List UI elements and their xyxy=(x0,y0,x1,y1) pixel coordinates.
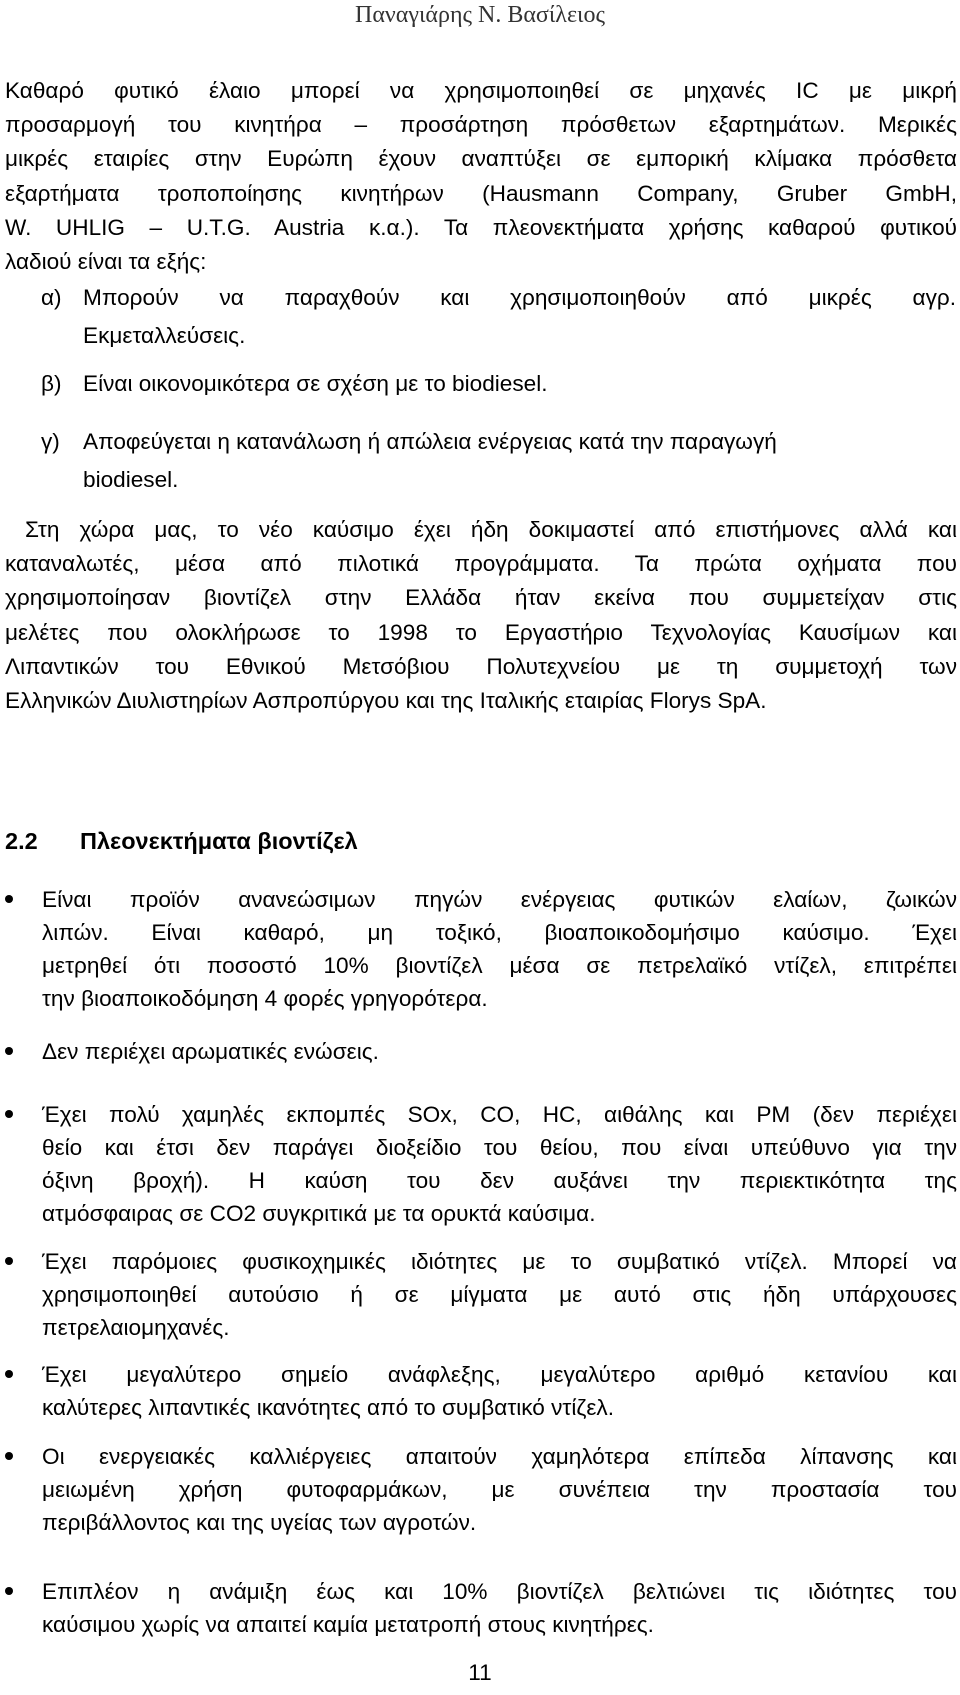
bullet-line: Έχει πολύ χαμηλές εκπομπές SOx, CO, HC, αιθάλης και PM (δεν περιέχει xyxy=(42,1102,957,1127)
list-line: Μπορούν να παραχθούν και χρησιμοποιηθούν από μικρές αγρ. xyxy=(83,285,956,310)
bullet-text xyxy=(42,1098,957,1230)
bullet-dot-icon xyxy=(5,1587,13,1595)
bullet-line: Οι ενεργειακές καλλιέργειες απαιτούν χαμηλότερα επίπεδα λίπανσης και xyxy=(42,1444,957,1469)
list-item-text xyxy=(83,423,777,499)
bullet-dot-icon xyxy=(5,895,13,903)
bullet-text xyxy=(42,1575,957,1641)
list-line: Αποφεύγεται η κατανάλωση ή απώλεια ενέργειας κατά την παραγωγή xyxy=(83,429,777,454)
bullet-line: ατμόσφαιρας σε CO2 συγκριτικά με τα ορυκτά καύσιμα. xyxy=(42,1201,596,1226)
bullet-line: την βιοαποικοδόμηση 4 φορές γρηγορότερα. xyxy=(42,986,488,1011)
list-marker: γ) xyxy=(41,429,60,454)
intro-paragraph xyxy=(5,74,957,279)
bullet-line: Δεν περιέχει αρωματικές ενώσεις. xyxy=(42,1039,379,1064)
bullet-line: πετρελαιομηχανές. xyxy=(42,1315,230,1340)
bullet-line: καλύτερες λιπαντικές ικανότητες από το συμβατικό ντίζελ. xyxy=(42,1395,614,1420)
paragraph-line: χρησιμοποίησαν βιοντίζελ στην Ελλάδα ήταν εκείνα που συμμετείχαν στις xyxy=(5,585,957,611)
bullet-line: λιπών. Είναι καθαρό, μη τοξικό, βιοαποικοδομήσιμο καύσιμο. Έχει xyxy=(42,920,957,945)
paragraph-2 xyxy=(5,513,957,718)
bullet-text xyxy=(42,1440,957,1539)
bullet-line: Είναι προϊόν ανανεώσιμων πηγών ενέργειας φυτικών ελαίων, ζωικών xyxy=(42,887,957,912)
paragraph-line: εξαρτήματα τροποποίησης κινητήρων (Hausmann Company, Gruber GmbH, xyxy=(5,180,957,206)
bullet-text xyxy=(42,883,957,1015)
bullet-line: θείο και έτσι δεν παράγει διοξείδιο του θείου, που είναι υπεύθυνο για την xyxy=(42,1135,957,1160)
paragraph-line: Λιπαντικών του Εθνικού Μετσόβιου Πολυτεχνείου με τη συμμετοχή των xyxy=(5,653,957,679)
section-title: Πλεονεκτήματα βιοντίζελ xyxy=(80,828,358,854)
list-marker: α) xyxy=(41,285,62,310)
list-line: biodiesel. xyxy=(83,467,179,492)
page-header: Παναγιάρης Ν. Βασίλειος xyxy=(355,2,605,28)
bullet-line: περιβάλλοντος και της υγείας των αγροτών. xyxy=(42,1510,477,1535)
paragraph-line: W. UHLIG – U.T.G. Austria κ.α.). Τα πλεονεκτήματα χρήσης καθαρού φυτικού xyxy=(5,214,957,240)
bullet-line: όξινη βροχή). Η καύση του δεν αυξάνει την περιεκτικότητα της xyxy=(42,1168,957,1193)
paragraph-line: προσαρμογή του κινητήρα – προσάρτηση πρόσθετων εξαρτημάτων. Μερικές xyxy=(5,112,957,138)
bullet-text xyxy=(42,1035,957,1068)
paragraph-line: Ελληνικών Διυλιστηρίων Ασπροπύργου και της Ιταλικής εταιρίας Florys SpA. xyxy=(5,688,767,714)
bullet-line: Επιπλέον η ανάμιξη έως και 10% βιοντίζελ βελτιώνει τις ιδιότητες του xyxy=(42,1579,957,1604)
list-item-text xyxy=(83,365,548,403)
bullet-dot-icon xyxy=(5,1110,13,1118)
bullet-text xyxy=(42,1245,957,1344)
bullet-line: Έχει μεγαλύτερο σημείο ανάφλεξης, μεγαλύτερο αριθμό κετανίου και xyxy=(42,1362,957,1387)
list-item-text xyxy=(83,279,956,355)
bullet-line: Έχει παρόμοιες φυσικοχημικές ιδιότητες με το συμβατικό ντίζελ. Μπορεί να xyxy=(42,1249,957,1274)
paragraph-line: Στη χώρα μας, το νέο καύσιμο έχει ήδη δοκιμαστεί από επιστήμονες αλλά και xyxy=(5,517,957,542)
bullet-line: χρησιμοποιηθεί αυτούσιο ή σε μίγματα με αυτό στις ήδη υπάρχουσες xyxy=(42,1282,957,1307)
paragraph-line: καταναλωτές, μέσα από πιλοτικά προγράμματα. Τα πρώτα οχήματα που xyxy=(5,551,957,577)
paragraph-line: μελέτες που ολοκλήρωσε το 1998 το Εργαστήριο Τεχνολογίας Καυσίμων και xyxy=(5,619,957,645)
paragraph-line: Καθαρό φυτικό έλαιο μπορεί να χρησιμοποιηθεί σε μηχανές IC με μικρή xyxy=(5,78,957,103)
list-line: Είναι οικονομικότερα σε σχέση με το biodiesel. xyxy=(83,371,548,396)
bullet-dot-icon xyxy=(5,1370,13,1378)
paragraph-line: μικρές εταιρίες στην Ευρώπη έχουν αναπτύξει σε εμπορική κλίμακα πρόσθετα xyxy=(5,146,957,172)
section-number: 2.2 xyxy=(5,828,38,854)
bullet-line: καύσιμου χωρίς να απαιτεί καμία μετατροπή στους κινητήρες. xyxy=(42,1612,654,1637)
bullet-dot-icon xyxy=(5,1452,13,1460)
bullet-line: μειωμένη χρήση φυτοφαρμάκων, με συνέπεια την προστασία του xyxy=(42,1477,957,1502)
bullet-dot-icon xyxy=(5,1047,13,1055)
section-heading xyxy=(5,828,358,855)
bullet-dot-icon xyxy=(5,1257,13,1265)
list-line: Εκμεταλλεύσεις. xyxy=(83,323,246,348)
page-number: 11 xyxy=(468,1660,492,1685)
bullet-text xyxy=(42,1358,957,1424)
paragraph-line: λαδιού είναι τα εξής: xyxy=(5,249,207,275)
bullet-line: μετρηθεί ότι ποσοστό 10% βιοντίζελ μέσα σε πετρελαϊκό ντίζελ, επιτρέπει xyxy=(42,953,957,978)
list-marker: β) xyxy=(41,371,62,396)
